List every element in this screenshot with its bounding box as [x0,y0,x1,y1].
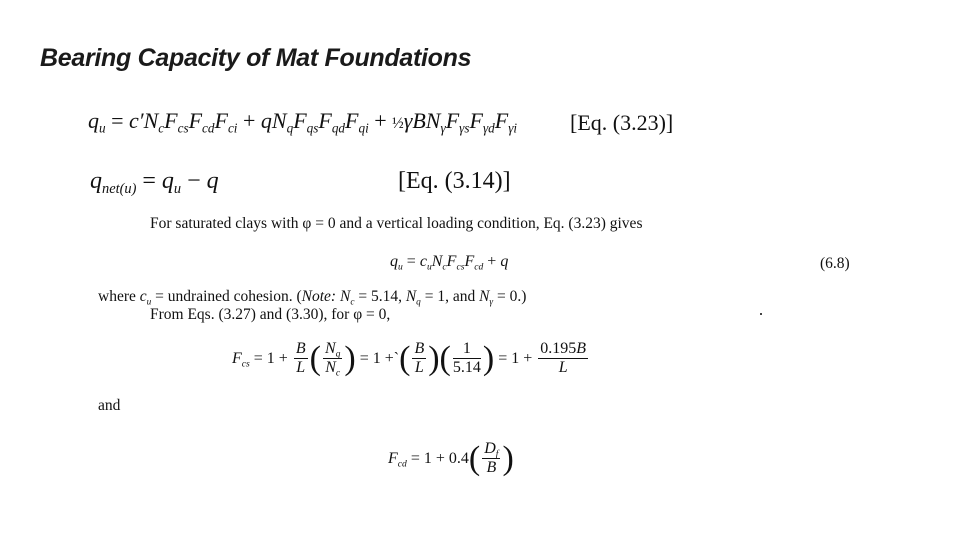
page-title: Bearing Capacity of Mat Foundations [40,44,472,72]
and-word: and [98,397,121,414]
equation-fcd: $F_{cd}$ = 1 + 0.4 ( $\frac{D_f}{B}$ ) [388,439,514,477]
equation-3-14: $q_{net(u)} = q_u - q$ [90,168,219,198]
paragraph-saturated-clays: For saturated clays with φ = 0 and a vertical loading condition, Eq. (3.23) gives [150,215,643,232]
where-definition: = undrained cohesion. ( [155,288,302,305]
stray-mark [760,313,762,315]
equation-6-8: $q_u = c_uN_cF_{cs}F_{cd} + q$ [390,253,509,273]
where-prefix: where [98,288,136,305]
where-line: where $c_u$ = undrained cohesion. (Note: $N_c = 5.14$, $N_q = 1$, and $N_\gamma = 0$.) [98,288,527,308]
equation-3-23: $q_u = c'N_cF_{cs}F_{cd}F_{ci} + qN_qF_{qs}F_{qd}F_{qi}$ + $\frac{1}{2}\gamma BN_\gamma F_{\gamma s}F_{\gamma d}F_{\gamma i}$ [88,108,518,136]
note-label: Note: [301,288,337,305]
from-eqs-line: From Eqs. (3.27) and (3.30), for φ = 0, [150,306,391,323]
equation-3-23-reference: [Eq. (3.23)] [570,110,674,135]
equation-6-8-number: (6.8) [820,255,850,272]
equation-3-14-reference: [Eq. (3.14)] [398,168,511,194]
equation-fcs: $F_{cs}$ = 1 + $\frac{B}{L}$ ( $\frac{N_q}{N_c}$ ) = 1 +` ( $\frac{B}{L}$ ) ( $\frac{1}{5.14}$ ) = 1 + $\frac{0.195B}{L}$ [232,339,587,379]
